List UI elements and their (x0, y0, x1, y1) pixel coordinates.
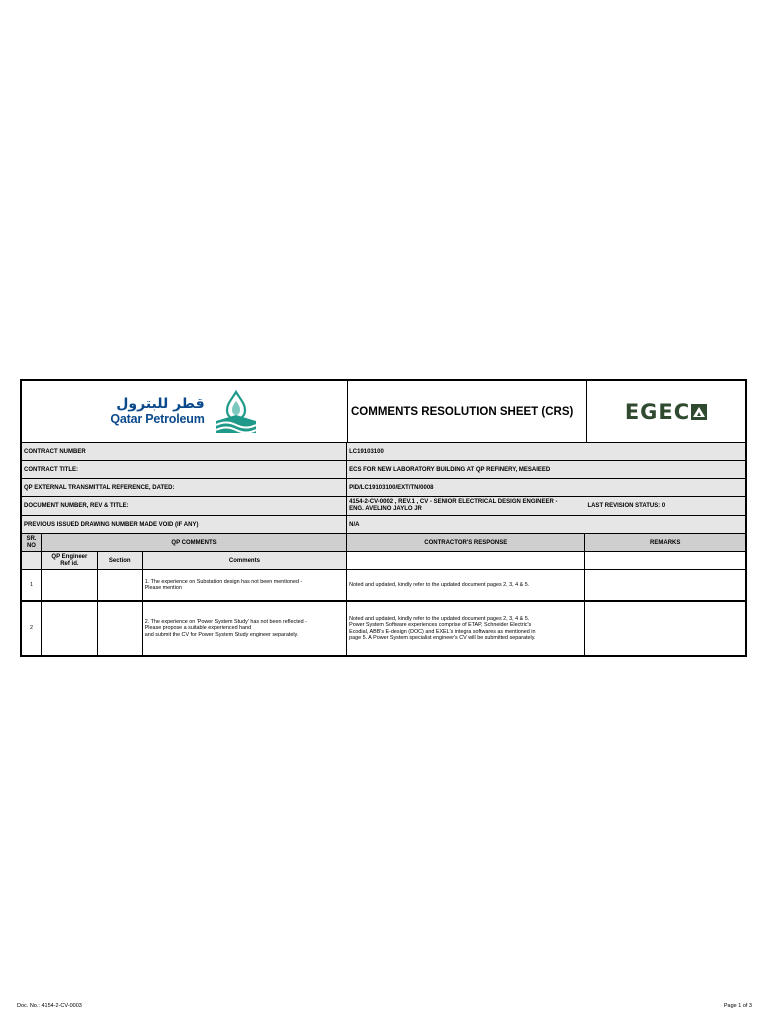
sr-no-header-line2: NO (26, 542, 36, 549)
section-cell (98, 570, 143, 600)
qp-emblem-icon (213, 389, 259, 435)
document-label: DOCUMENT NUMBER, REV & TITLE: (22, 497, 347, 515)
sheet-title: COMMENTS RESOLUTION SHEET (CRS) (348, 381, 587, 442)
contract-title-value: ECS FOR NEW LABORATORY BUILDING AT QP REFINERY, MESAIEED (349, 466, 551, 473)
comment-line: 2. The experience on 'Power System Study' has not been reflected - (144, 619, 307, 626)
response-subheader (347, 552, 585, 569)
column-header-row (22, 534, 745, 552)
egec-triangle-icon (691, 404, 707, 420)
previous-drawing-label: PREVIOUS ISSUED DRAWING NUMBER MADE VOID (IF ANY) (22, 516, 347, 533)
comment-cell (143, 570, 347, 600)
remarks-cell (585, 570, 745, 600)
sr-no-header (22, 534, 42, 551)
qp-engineer-header-line1: QP Engineer (51, 554, 88, 560)
contract-title-row (22, 461, 745, 479)
egec-logo (587, 381, 745, 442)
sub-header-row (22, 552, 745, 570)
previous-drawing-row (22, 516, 745, 534)
remarks-subheader (585, 552, 745, 569)
qp-engineer-header-line2: Ref id. (60, 560, 79, 567)
section-cell (98, 602, 143, 655)
qp-logo-arabic: قطر للبترول (116, 396, 205, 412)
transmittal-row (22, 479, 745, 497)
sr-no-cell: 1 (22, 570, 42, 600)
comment-line: Please mention (144, 585, 182, 591)
remarks-header: REMARKS (650, 539, 681, 546)
previous-drawing-value: N/A (349, 521, 360, 528)
response-line: page 5. A Power System specialist engineer's CV will be submitted separately. (349, 634, 536, 641)
egec-logo-text: EGEC (624, 399, 691, 424)
contract-number-row (22, 443, 745, 461)
contract-number-value: LC19103100 (349, 448, 384, 455)
document-row (22, 497, 745, 516)
footer-page-number: Page 1 of 3 (723, 1003, 752, 1009)
response-cell (347, 602, 585, 655)
response-cell (347, 570, 585, 600)
footer-doc-number: Doc. No.: 4154-2-CV-0003 (17, 1003, 82, 1009)
crs-sheet (20, 379, 747, 657)
qp-logo (22, 381, 348, 442)
transmittal-label: QP EXTERNAL TRANSMITTAL REFERENCE, DATED: (22, 479, 347, 496)
remarks-cell (585, 602, 745, 655)
sr-no-header-line1: SR. (26, 536, 37, 542)
qp-logo-english: Qatar Petroleum (110, 412, 205, 426)
response-line: Noted and updated, kindly refer to the updated document pages 2, 3, 4 & 5. (349, 616, 530, 623)
document-value (347, 497, 585, 515)
contractor-response-header: CONTRACTOR'S RESPONSE (347, 534, 585, 551)
response-line: Ecodial, ABB's E-design (DOC) and EXEL's integra softwares as mentioned in (349, 628, 536, 635)
comment-line: Please propose a suitable experienced hand (144, 625, 252, 632)
qp-engineer-ref-cell (42, 602, 98, 655)
last-revision-status: LAST REVISION STATUS: 0 (587, 503, 666, 509)
sr-no-subheader (22, 552, 42, 569)
document-value-line1: 4154-2-CV-0002 , REV.1 , CV - SENIOR ELECTRICAL DESIGN ENGINEER - (349, 499, 558, 505)
header-row (22, 381, 745, 443)
contract-title-label: CONTRACT TITLE: (22, 461, 347, 478)
comments-header: Comments (143, 552, 347, 569)
qp-comments-header: QP COMMENTS (42, 534, 347, 551)
table-row (22, 601, 745, 655)
response-line: Noted and updated, kindly refer to the updated document pages 2, 3, 4 & 5. (349, 581, 530, 588)
comment-cell (143, 602, 347, 655)
document-value-line2: ENG. AVELINO JAYLO JR (349, 506, 422, 512)
contract-number-label: CONTRACT NUMBER (22, 443, 347, 460)
comment-line: 1. The experience on Substation design has not been mentioned - (144, 578, 303, 585)
qp-engineer-header (42, 552, 98, 569)
response-line: Power System Software experiences comprise of ETAP, Schneider Electric's (349, 622, 532, 629)
comment-line: and submit the CV for Power System Study engineer separately. (144, 631, 299, 638)
table-row (22, 570, 745, 601)
section-header: Section (98, 552, 143, 569)
transmittal-value: PID/LC19103100/EXT/TN/0008 (349, 484, 434, 491)
sr-no-cell: 2 (22, 602, 42, 655)
qp-engineer-ref-cell (42, 570, 98, 600)
